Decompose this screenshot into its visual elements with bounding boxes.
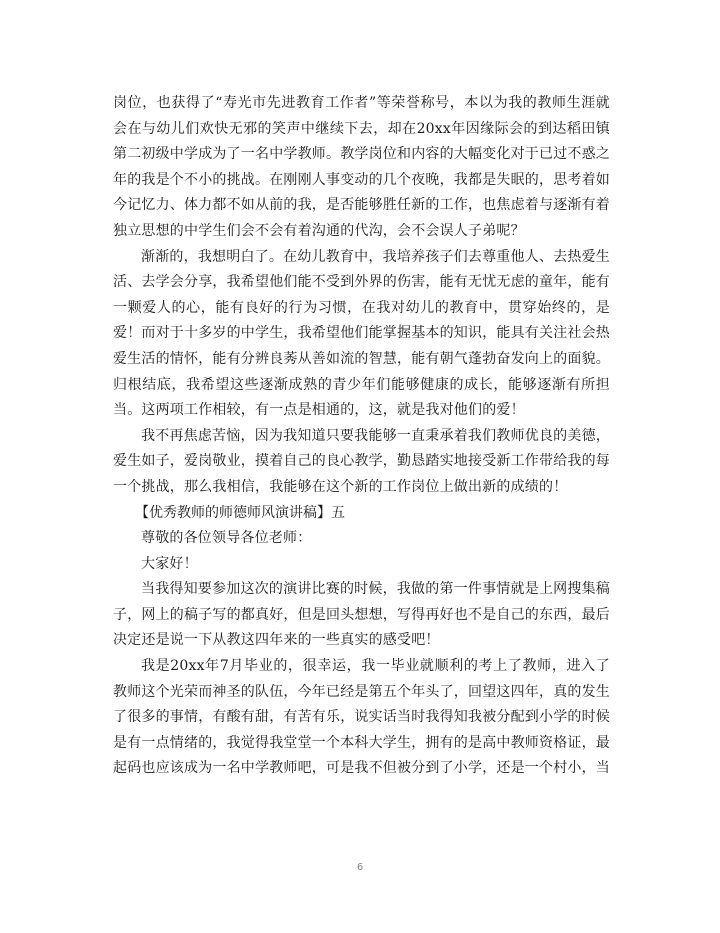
paragraph-love-in-education: 渐渐的，我想明白了。在幼儿教育中，我培养孩子们去尊重他人、去热爱生活、去学会分享，我希望他们能不受到外界的伤害，能有无忧无虑的童年，能有一颗爱人的心，能有良好的行为习惯，在我对幼儿的教育中，贯穿始终的，是爱！而对于十多岁的中学生，我希望他们能掌握基本的知识，能具有关注社会热爱生活的情怀，能有分辨良莠从善如流的智慧，能有朝气蓬勃奋发向上的面貌。归根结底，我希望这些逐渐成熟的青少年们能够健康的成长，能够逐渐有所担当。这两项工作相较，有一点是相通的，这，就是我对他们的爱！ (113, 248, 610, 419)
salutation: 尊敬的各位领导各位老师： (141, 530, 312, 547)
greeting: 大家好！ (141, 555, 198, 572)
paragraph-speech-preparation: 当我得知要参加这次的演讲比赛的时候，我做的第一件事情就是上网搜集稿子，网上的稿子写的都真好，但是回头想想，写得再好也不是自己的东西，最后决定还是说一下从教这四年来的一些真实的感受吧！ (113, 581, 610, 649)
paragraph-no-more-worry: 我不再焦虑苦恼，因为我知道只要我能够一直秉承着我们教师优良的美德，爱生如子，爱岗敬业，摸着自己的良心教学，勤恳踏实地接受新工作带给我的每一个挑战，那么我相信，我能够在这个新的工作岗位上做出新的成绩的！ (113, 427, 610, 495)
page-number: 6 (356, 862, 364, 873)
section-heading: 【优秀教师的师德师风演讲稿】五 (135, 504, 345, 521)
paragraph-graduation: 我是20xx年7月毕业的，很幸运，我一毕业就顺利的考上了教师，进入了教师这个光荣而神圣的队伍，今年已经是第五个年头了，回望这四年，真的发生了很多的事情，有酸有甜，有苦有乐，说实话当时我得知我被分配到小学的时候是有一点情绪的，我觉得我堂堂一个本科大学生，拥有的是高中教师资格证，最起码也应该成为一名中学教师吧，可是我不但被分到了小学，还是一个村小，当 (113, 658, 610, 777)
document-body (113, 91, 610, 782)
paragraph-continuation: 岗位，也获得了“寿光市先进教育工作者”等荣誉称号，本以为我的教师生涯就会在与幼儿们欢快无邪的笑声中继续下去，却在20xx年因缘际会的到达稻田镇第二初级中学成为了一名中学教师。教学岗位和内容的大幅变化对于已过不惑之年的我是个不小的挑战。在刚刚人事变动的几个夜晚，我都是失眠的，思考着如今记忆力、体力都不如从前的我，是否能够胜任新的工作，也焦虑着与逐渐有着独立思想的中学生们会不会有着沟通的代沟，会不会误人子弟呢？ (113, 95, 610, 239)
